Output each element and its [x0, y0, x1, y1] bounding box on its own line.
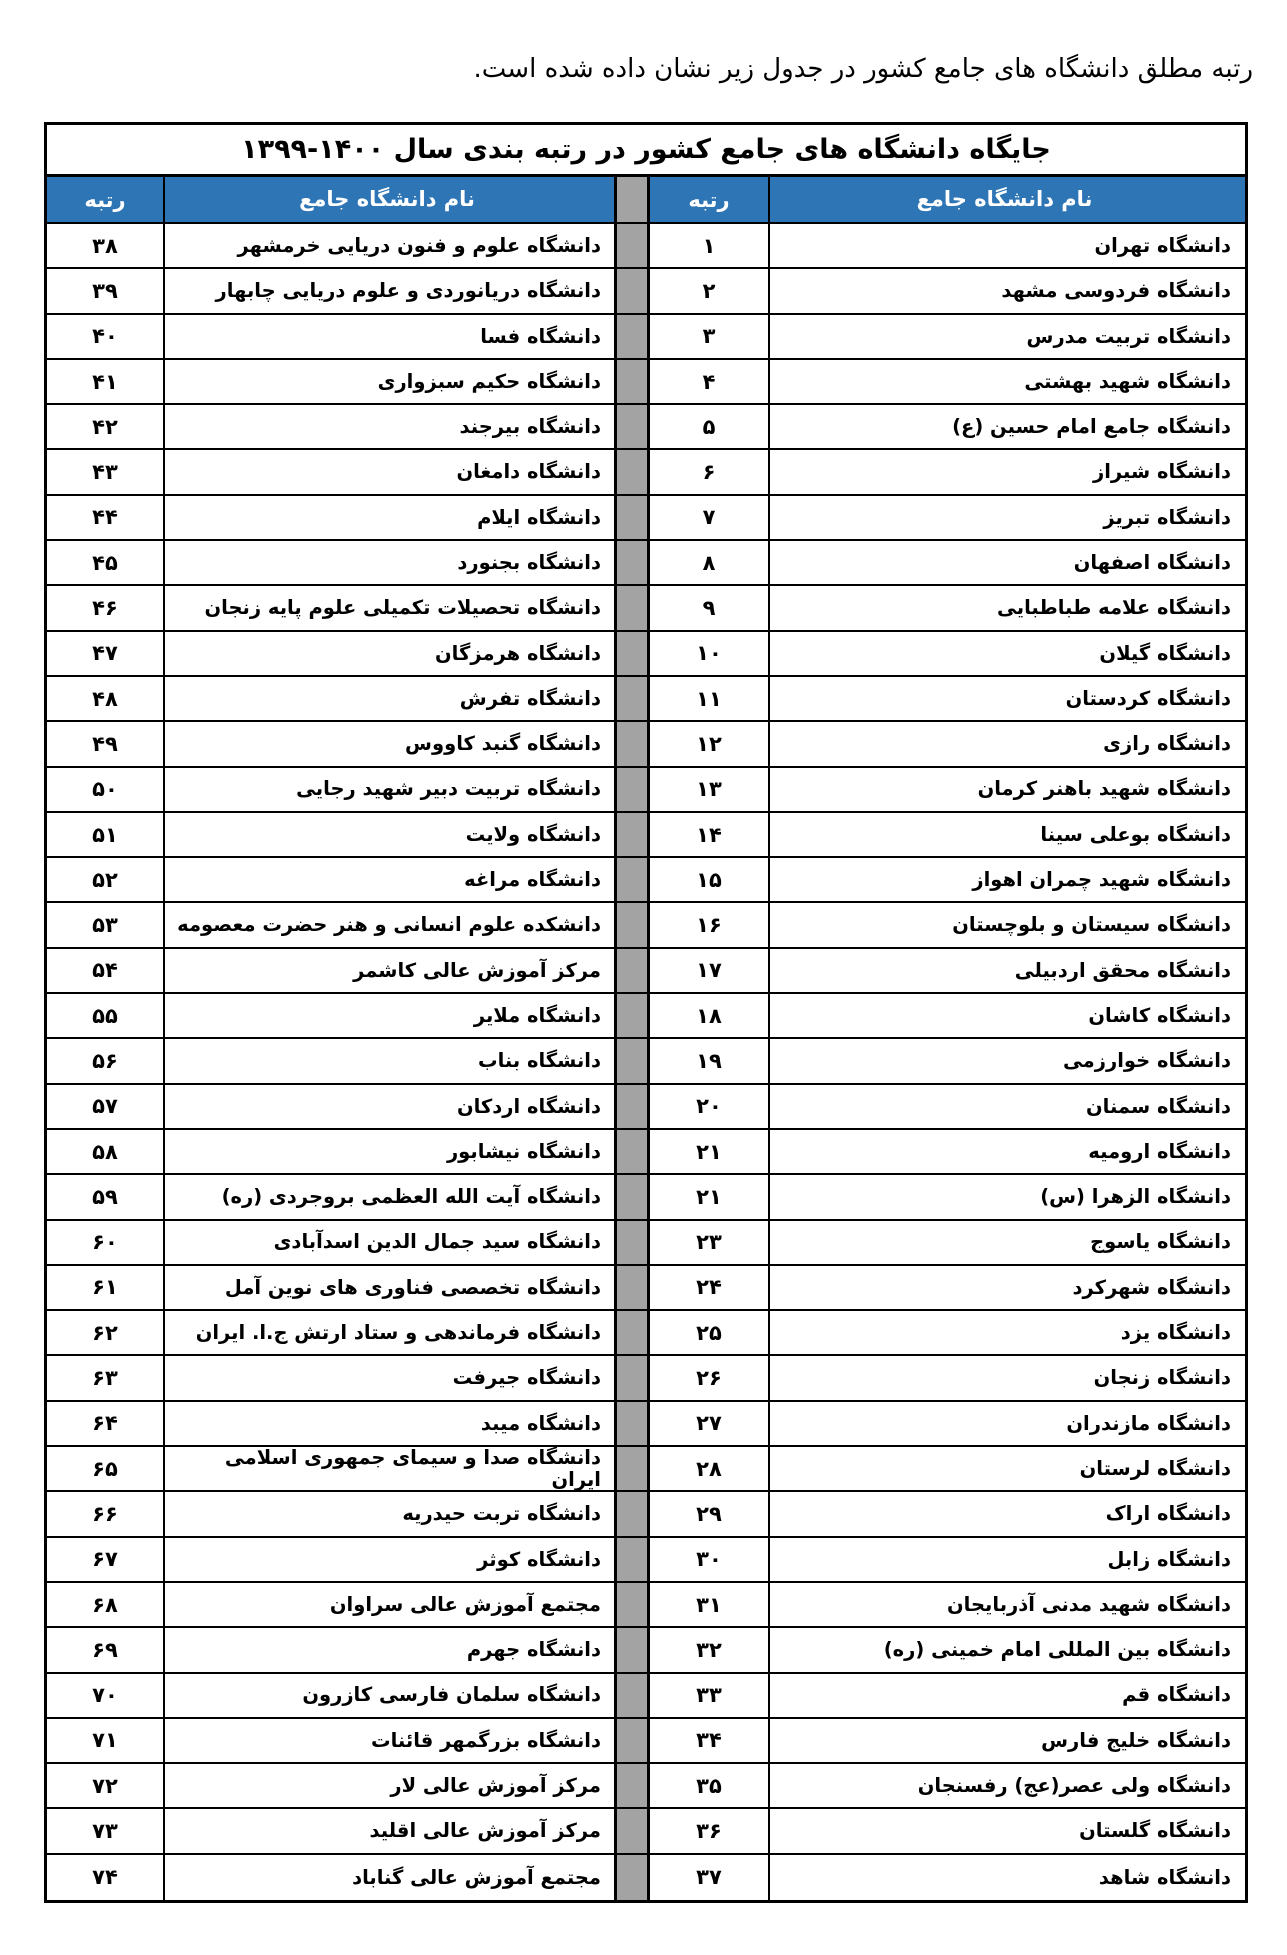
separator-cell	[617, 1492, 650, 1535]
university-name-right-cell: دانشگاه ولی عصر(عج) رفسنجان	[917, 1774, 1231, 1798]
university-name-left-cell: دانشکده علوم انسانی و هنر حضرت معصومه	[165, 903, 617, 946]
separator-cell	[617, 1039, 650, 1082]
table-row	[47, 269, 1245, 314]
university-name-right-cell: دانشگاه کردستان	[1065, 686, 1231, 710]
rank-left-cell: ۶۶	[47, 1492, 165, 1535]
separator-cell	[617, 813, 650, 856]
university-name-right-cell: دانشگاه ارومیه	[1088, 1139, 1231, 1163]
separator-cell	[617, 1130, 650, 1173]
table-row	[47, 1809, 1245, 1854]
university-name-left-cell: دانشگاه دریانوردی و علوم دریایی چابهار	[165, 269, 617, 312]
rank-left-cell: ۵۵	[47, 994, 165, 1037]
rank-left-cell: ۷۴	[47, 1855, 165, 1900]
table-row	[47, 360, 1245, 405]
rank-right-cell: ۱۴	[650, 813, 770, 856]
table-row	[47, 1085, 1245, 1130]
table-row	[47, 1039, 1245, 1084]
separator-cell	[617, 1221, 650, 1264]
table-row	[47, 1492, 1245, 1537]
separator-cell	[617, 1628, 650, 1671]
table-row	[47, 1538, 1245, 1583]
separator-cell	[617, 1447, 650, 1490]
university-name-right-cell: دانشگاه شهید چمران اهواز	[972, 868, 1231, 892]
rank-left-cell: ۴۸	[47, 677, 165, 720]
rank-left-cell: ۴۶	[47, 586, 165, 629]
separator-cell	[617, 632, 650, 675]
university-name-right-cell: دانشگاه شیراز	[1093, 460, 1231, 484]
rank-left-cell: ۳۹	[47, 269, 165, 312]
university-name-left-cell: دانشگاه نیشابور	[165, 1130, 617, 1173]
table-row	[47, 405, 1245, 450]
separator-cell	[617, 315, 650, 358]
university-name-right-cell: دانشگاه تربیت مدرس	[1026, 324, 1231, 348]
university-name-right-cell: دانشگاه محقق اردبیلی	[1014, 958, 1231, 982]
rank-left-cell: ۵۲	[47, 858, 165, 901]
rank-right-cell: ۵	[650, 405, 770, 448]
header-name-left: نام دانشگاه جامع	[165, 177, 617, 222]
university-name-right-cell: دانشگاه لرستان	[1079, 1456, 1231, 1480]
table-row	[47, 813, 1245, 858]
header-rank-left: رتبه	[47, 177, 165, 222]
table-row	[47, 632, 1245, 677]
rank-left-cell: ۶۰	[47, 1221, 165, 1264]
separator-cell	[617, 1402, 650, 1445]
university-name-right-cell: دانشگاه کاشان	[1088, 1003, 1231, 1027]
table-row	[47, 496, 1245, 541]
rank-left-cell: ۷۰	[47, 1674, 165, 1717]
rank-right-cell: ۷	[650, 496, 770, 539]
table-row	[47, 1130, 1245, 1175]
rank-right-cell: ۱۷	[650, 949, 770, 992]
rank-left-cell: ۷۳	[47, 1809, 165, 1852]
table-title: جایگاه دانشگاه های جامع کشور در رتبه بندی سال ۱۴۰۰-۱۳۹۹	[47, 125, 1245, 177]
separator-cell	[617, 1266, 650, 1309]
university-name-right-cell: دانشگاه سیستان و بلوچستان	[952, 913, 1231, 937]
table-row	[47, 722, 1245, 767]
header-name-right: نام دانشگاه جامع	[770, 177, 1245, 222]
university-name-left-cell: دانشگاه تربیت دبیر شهید رجایی	[165, 768, 617, 811]
separator-cell	[617, 858, 650, 901]
separator-cell	[617, 1719, 650, 1762]
rank-right-cell: ۲۷	[650, 1402, 770, 1445]
separator-cell	[617, 994, 650, 1037]
university-name-right-cell: دانشگاه بوعلی سینا	[1040, 822, 1231, 846]
university-name-left-cell: دانشگاه اردکان	[165, 1085, 617, 1128]
rank-right-cell: ۳۴	[650, 1719, 770, 1762]
university-name-left-cell: دانشگاه کوثر	[165, 1538, 617, 1581]
separator-cell	[617, 722, 650, 765]
university-name-left-cell: دانشگاه بیرجند	[165, 405, 617, 448]
separator-column-header	[617, 177, 650, 222]
rank-left-cell: ۴۱	[47, 360, 165, 403]
table-row	[47, 949, 1245, 994]
university-name-right-cell: دانشگاه بین المللی امام خمینی (ره)	[883, 1638, 1231, 1662]
university-name-left-cell: دانشگاه تفرش	[165, 677, 617, 720]
university-name-left-cell: مرکز آموزش عالی اقلید	[165, 1809, 617, 1852]
rank-left-cell: ۵۴	[47, 949, 165, 992]
university-name-right-cell: دانشگاه اصفهان	[1073, 551, 1231, 574]
rank-right-cell: ۳	[650, 315, 770, 358]
table-row	[47, 994, 1245, 1039]
separator-cell	[617, 405, 650, 448]
ranking-table	[44, 122, 1248, 1903]
university-name-right-cell: دانشگاه علامه طباطبایی	[997, 596, 1231, 620]
rank-right-cell: ۳۵	[650, 1764, 770, 1807]
rank-right-cell: ۳۶	[650, 1809, 770, 1852]
rank-right-cell: ۳۱	[650, 1583, 770, 1626]
university-name-left-cell: دانشگاه بزرگمهر قائنات	[165, 1719, 617, 1762]
rank-right-cell: ۱۹	[650, 1039, 770, 1082]
table-row	[47, 768, 1245, 813]
rank-right-cell: ۱	[650, 224, 770, 267]
rank-right-cell: ۳۷	[650, 1855, 770, 1900]
separator-cell	[617, 541, 650, 584]
university-name-right-cell: دانشگاه خوارزمی	[1062, 1049, 1231, 1073]
intro-text: رتبه مطلق دانشگاه های جامع کشور در جدول زیر نشان داده شده است.	[473, 54, 1253, 84]
rank-left-cell: ۴۳	[47, 450, 165, 493]
rank-right-cell: ۱۸	[650, 994, 770, 1037]
separator-cell	[617, 1085, 650, 1128]
rank-right-cell: ۱۱	[650, 677, 770, 720]
separator-cell	[617, 1809, 650, 1852]
university-name-right-cell: دانشگاه جامع امام حسین (ع)	[952, 415, 1231, 439]
rank-left-cell: ۴۴	[47, 496, 165, 539]
university-name-left-cell: دانشگاه ولایت	[165, 813, 617, 856]
rank-right-cell: ۲	[650, 269, 770, 312]
university-name-left-cell: مجتمع آموزش عالی گناباد	[165, 1855, 617, 1900]
rank-right-cell: ۳۰	[650, 1538, 770, 1581]
rank-right-cell: ۲۰	[650, 1085, 770, 1128]
table-row	[47, 903, 1245, 948]
rank-right-cell: ۲۶	[650, 1356, 770, 1399]
university-name-right-cell: دانشگاه یاسوج	[1090, 1230, 1231, 1254]
separator-cell	[617, 903, 650, 946]
separator-cell	[617, 1764, 650, 1807]
university-name-right-cell: دانشگاه فردوسی مشهد	[1001, 279, 1231, 303]
separator-cell	[617, 1538, 650, 1581]
rank-right-cell: ۶	[650, 450, 770, 493]
university-name-left-cell: دانشگاه فرماندهی و ستاد ارتش ج.ا. ایران	[165, 1311, 617, 1354]
separator-cell	[617, 768, 650, 811]
university-name-right-cell: دانشگاه گلستان	[1079, 1819, 1231, 1843]
university-name-right-cell: دانشگاه شهید باهنر کرمان	[977, 777, 1231, 801]
rank-left-cell: ۵۸	[47, 1130, 165, 1173]
university-name-left-cell: مرکز آموزش عالی کاشمر	[165, 949, 617, 992]
rank-right-cell: ۲۹	[650, 1492, 770, 1535]
university-name-left-cell: دانشگاه دامغان	[165, 450, 617, 493]
table-header-row	[47, 177, 1245, 224]
university-name-left-cell: دانشگاه بجنورد	[165, 541, 617, 584]
university-name-left-cell: دانشگاه آیت الله العظمی بروجردی (ره)	[165, 1175, 617, 1218]
table-row	[47, 677, 1245, 722]
university-name-right-cell: دانشگاه الزهرا (س)	[1040, 1185, 1231, 1209]
header-rank-right: رتبه	[650, 177, 770, 222]
separator-cell	[617, 360, 650, 403]
university-name-left-cell: مرکز آموزش عالی لار	[165, 1764, 617, 1807]
separator-cell	[617, 677, 650, 720]
table-row	[47, 1764, 1245, 1809]
separator-cell	[617, 1356, 650, 1399]
university-name-right-cell: دانشگاه تهران	[1094, 233, 1231, 257]
separator-cell	[617, 1583, 650, 1626]
rank-right-cell: ۱۰	[650, 632, 770, 675]
separator-cell	[617, 1175, 650, 1218]
rank-left-cell: ۶۷	[47, 1538, 165, 1581]
university-name-right-cell: دانشگاه گیلان	[1099, 641, 1231, 665]
rank-left-cell: ۶۱	[47, 1266, 165, 1309]
rank-right-cell: ۴	[650, 360, 770, 403]
rank-right-cell: ۲۴	[650, 1266, 770, 1309]
university-name-right-cell: دانشگاه شاهد	[1098, 1865, 1231, 1889]
table-row	[47, 1719, 1245, 1764]
university-name-left-cell: دانشگاه سلمان فارسی کازرون	[165, 1674, 617, 1717]
table-row	[47, 315, 1245, 360]
table-row	[47, 586, 1245, 631]
table-row	[47, 858, 1245, 903]
university-name-left-cell: دانشگاه ملایر	[165, 994, 617, 1037]
rank-left-cell: ۶۹	[47, 1628, 165, 1671]
table-row	[47, 1583, 1245, 1628]
table-row	[47, 1356, 1245, 1401]
table-row	[47, 224, 1245, 269]
table-body	[47, 224, 1245, 1900]
table-row	[47, 1674, 1245, 1719]
university-name-right-cell: دانشگاه خلیج فارس	[1041, 1728, 1231, 1752]
rank-right-cell: ۱۳	[650, 768, 770, 811]
table-row	[47, 1311, 1245, 1356]
university-name-right-cell: دانشگاه سمنان	[1086, 1094, 1231, 1118]
rank-left-cell: ۷۲	[47, 1764, 165, 1807]
table-row	[47, 1628, 1245, 1673]
rank-left-cell: ۵۰	[47, 768, 165, 811]
university-name-right-cell: دانشگاه تبریز	[1103, 505, 1231, 529]
rank-right-cell: ۹	[650, 586, 770, 629]
rank-left-cell: ۴۵	[47, 541, 165, 584]
rank-left-cell: ۷۱	[47, 1719, 165, 1762]
separator-cell	[617, 586, 650, 629]
rank-right-cell: ۳۳	[650, 1674, 770, 1717]
separator-cell	[617, 1311, 650, 1354]
rank-left-cell: ۵۱	[47, 813, 165, 856]
separator-cell	[617, 1855, 650, 1900]
rank-left-cell: ۶۳	[47, 1356, 165, 1399]
table-row	[47, 1266, 1245, 1311]
university-name-left-cell: دانشگاه سید جمال الدین اسدآبادی	[165, 1221, 617, 1264]
separator-cell	[617, 1674, 650, 1717]
rank-right-cell: ۸	[650, 541, 770, 584]
table-row	[47, 1855, 1245, 1900]
university-name-right-cell: دانشگاه قم	[1122, 1683, 1231, 1707]
rank-right-cell: ۲۵	[650, 1311, 770, 1354]
rank-left-cell: ۶۴	[47, 1402, 165, 1445]
university-name-right-cell: دانشگاه شهرکرد	[1072, 1275, 1231, 1299]
table-row	[47, 450, 1245, 495]
university-name-left-cell: دانشگاه تخصصی فناوری های نوین آمل	[165, 1266, 617, 1309]
university-name-right-cell: دانشگاه شهید مدنی آذربایجان	[947, 1592, 1231, 1616]
university-name-left-cell: دانشگاه حکیم سبزواری	[165, 360, 617, 403]
university-name-left-cell: دانشگاه مراغه	[165, 858, 617, 901]
rank-left-cell: ۴۹	[47, 722, 165, 765]
rank-left-cell: ۵۳	[47, 903, 165, 946]
table-row	[47, 1221, 1245, 1266]
university-name-left-cell: دانشگاه صدا و سیمای جمهوری اسلامی ایران	[165, 1447, 617, 1490]
table-row	[47, 541, 1245, 586]
rank-right-cell: ۱۶	[650, 903, 770, 946]
university-name-right-cell: دانشگاه رازی	[1103, 732, 1231, 756]
rank-left-cell: ۴۷	[47, 632, 165, 675]
rank-left-cell: ۶۸	[47, 1583, 165, 1626]
separator-cell	[617, 949, 650, 992]
university-name-right-cell: دانشگاه مازندران	[1066, 1411, 1231, 1435]
university-name-left-cell: دانشگاه ایلام	[165, 496, 617, 539]
rank-right-cell: ۳۲	[650, 1628, 770, 1671]
rank-left-cell: ۳۸	[47, 224, 165, 267]
separator-cell	[617, 450, 650, 493]
university-name-right-cell: دانشگاه یزد	[1120, 1321, 1231, 1345]
university-name-left-cell: دانشگاه علوم و فنون دریایی خرمشهر	[165, 224, 617, 267]
separator-cell	[617, 224, 650, 267]
table-row	[47, 1447, 1245, 1492]
rank-right-cell: ۲۱	[650, 1130, 770, 1173]
university-name-left-cell: دانشگاه فسا	[165, 315, 617, 358]
rank-right-cell: ۲۸	[650, 1447, 770, 1490]
university-name-left-cell: دانشگاه جیرفت	[165, 1356, 617, 1399]
table-row	[47, 1402, 1245, 1447]
university-name-left-cell: دانشگاه هرمزگان	[165, 632, 617, 675]
rank-left-cell: ۶۲	[47, 1311, 165, 1354]
university-name-left-cell: دانشگاه بناب	[165, 1039, 617, 1082]
university-name-right-cell: دانشگاه شهید بهشتی	[1024, 369, 1231, 393]
university-name-left-cell: مجتمع آموزش عالی سراوان	[165, 1583, 617, 1626]
rank-left-cell: ۶۵	[47, 1447, 165, 1490]
university-name-right-cell: دانشگاه زنجان	[1093, 1366, 1231, 1390]
university-name-left-cell: دانشگاه تحصیلات تکمیلی علوم پایه زنجان	[165, 586, 617, 629]
rank-left-cell: ۴۰	[47, 315, 165, 358]
separator-cell	[617, 496, 650, 539]
rank-right-cell: ۲۳	[650, 1221, 770, 1264]
separator-cell	[617, 269, 650, 312]
university-name-right-cell: دانشگاه اراک	[1105, 1502, 1231, 1526]
rank-right-cell: ۱۲	[650, 722, 770, 765]
university-name-left-cell: دانشگاه گنبد کاووس	[165, 722, 617, 765]
university-name-left-cell: دانشگاه میبد	[165, 1402, 617, 1445]
rank-left-cell: ۵۶	[47, 1039, 165, 1082]
rank-right-cell: ۲۱	[650, 1175, 770, 1218]
rank-right-cell: ۱۵	[650, 858, 770, 901]
rank-left-cell: ۴۲	[47, 405, 165, 448]
university-name-left-cell: دانشگاه تربت حیدریه	[165, 1492, 617, 1535]
rank-left-cell: ۵۹	[47, 1175, 165, 1218]
university-name-left-cell: دانشگاه جهرم	[165, 1628, 617, 1671]
rank-left-cell: ۵۷	[47, 1085, 165, 1128]
university-name-right-cell: دانشگاه زابل	[1107, 1547, 1231, 1571]
table-row	[47, 1175, 1245, 1220]
